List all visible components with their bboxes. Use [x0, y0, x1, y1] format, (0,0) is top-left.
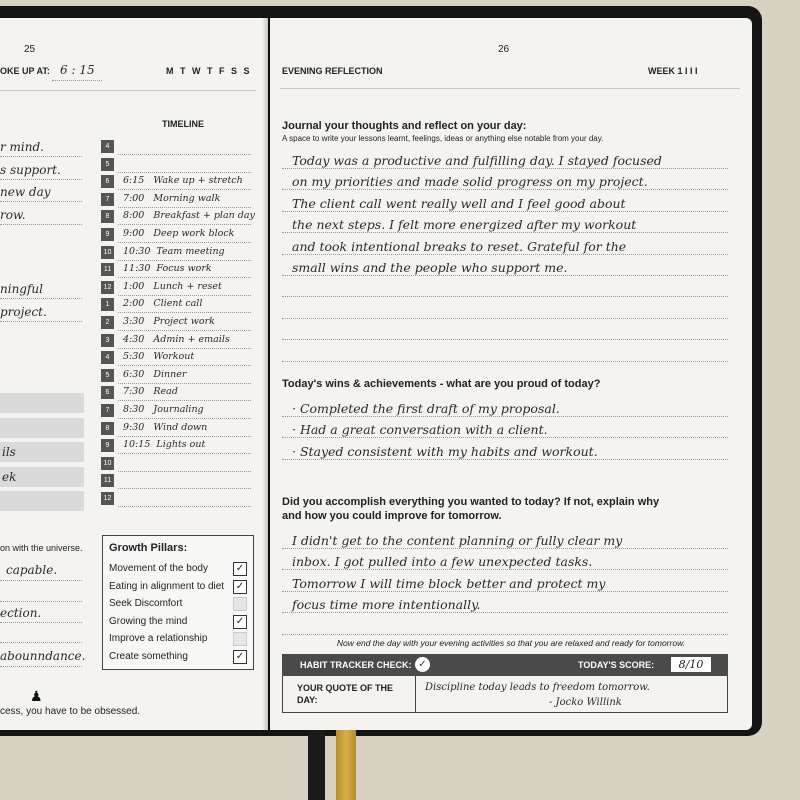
- timeline-entry: 10:30 Team meeting: [123, 245, 225, 257]
- quote-text[interactable]: Discipline today leads to freedom tomorrow.: [425, 682, 650, 693]
- journal-line: and took intentional breaks to reset. Grateful for the: [292, 238, 627, 254]
- growth-pillar-label: Movement of the body: [109, 563, 208, 574]
- timeline-row[interactable]: [101, 492, 251, 507]
- ribbon-black: [308, 726, 325, 800]
- timeline-entry: 9:00 Deep work block: [123, 228, 235, 239]
- accomplish-line: Tomorrow I will time block better and protect my: [292, 575, 606, 591]
- timeline-hour: 8: [101, 422, 114, 435]
- journal-line: on my priorities and made solid progress on my project.: [292, 174, 648, 190]
- timeline-entry: 7:30 Read: [123, 386, 178, 398]
- timeline-row[interactable]: [101, 158, 251, 173]
- timeline-hour: 4: [101, 351, 114, 364]
- timeline-row[interactable]: [101, 422, 251, 437]
- habit-tracker-check-icon[interactable]: ✓: [415, 657, 430, 672]
- shaded-box-2: [0, 418, 84, 438]
- timeline-row[interactable]: [101, 439, 251, 454]
- fragment-2: s support.: [0, 163, 61, 177]
- journal-line: The client call went really well and I feel good about: [292, 195, 626, 211]
- growth-pillar-checkbox[interactable]: ✓: [233, 615, 247, 629]
- timeline-hour: 10: [101, 246, 114, 259]
- wins-heading: Today's wins & achievements - what are you proud of today?: [282, 378, 601, 390]
- timeline-title: TIMELINE: [162, 119, 204, 129]
- timeline-entry: 3:30 Project work: [123, 316, 215, 327]
- growth-pillar-item[interactable]: [109, 597, 247, 611]
- timeline-entry: 2:00 Client call: [123, 298, 203, 310]
- journal-heading: Journal your thoughts and reflect on your day:: [282, 120, 527, 132]
- win-line: · Had a great conversation with a client.: [292, 422, 548, 438]
- win-line: · Stayed consistent with my habits and workout.: [292, 443, 598, 459]
- shaded-box-5: [0, 491, 84, 511]
- timeline-row[interactable]: [101, 140, 251, 155]
- timeline-row[interactable]: [101, 316, 251, 331]
- growth-pillars-title: Growth Pillars:: [109, 542, 188, 554]
- growth-pillar-label: Improve a relationship: [109, 633, 208, 644]
- growth-pillar-checkbox[interactable]: [233, 632, 247, 646]
- timeline-hour: 7: [101, 193, 114, 206]
- right-page-number: 26: [498, 44, 510, 55]
- growth-pillar-item[interactable]: [109, 615, 247, 629]
- timeline-hour: 10: [101, 457, 114, 470]
- timeline-row[interactable]: [101, 457, 251, 472]
- timeline-row[interactable]: [101, 193, 251, 208]
- timeline-row[interactable]: [101, 281, 251, 296]
- timeline-hour: 7: [101, 404, 114, 417]
- timeline-hour: 12: [101, 281, 114, 294]
- timeline-entry: 10:15 Lights out: [123, 439, 206, 451]
- score-value[interactable]: 8/10: [671, 657, 711, 672]
- growth-pillar-item[interactable]: [109, 650, 247, 664]
- lower-fragment-3: abounndance.: [0, 649, 86, 663]
- growth-pillar-label: Growing the mind: [109, 615, 188, 627]
- left-page: [0, 18, 268, 730]
- timeline-entry: 6:15 Wake up + stretch: [123, 175, 243, 187]
- timeline-hour: 8: [101, 210, 114, 223]
- fragment-5: ningful: [0, 282, 43, 296]
- shaded-box-1: [0, 393, 84, 413]
- evening-reflection-title: EVENING REFLECTION: [282, 66, 383, 76]
- timeline-row[interactable]: [101, 228, 251, 243]
- timeline-hour: 11: [101, 474, 114, 487]
- timeline-hour: 9: [101, 228, 114, 241]
- growth-pillar-label: Create something: [109, 650, 188, 662]
- timeline-hour: 5: [101, 158, 114, 171]
- timeline-hour: 3: [101, 334, 114, 347]
- woke-up-label: OKE UP AT:: [0, 66, 50, 76]
- timeline-row[interactable]: [101, 175, 251, 190]
- timeline-row[interactable]: [101, 351, 251, 366]
- shaded-box-3: [0, 442, 84, 462]
- week-label: WEEK 1 I I I: [648, 66, 698, 76]
- growth-pillar-checkbox[interactable]: ✓: [233, 580, 247, 594]
- growth-pillar-label: Eating in alignment to diet: [109, 580, 225, 592]
- quote-author: - Jocko Willink: [549, 697, 622, 708]
- timeline-hour: 5: [101, 369, 114, 382]
- timeline-hour: 6: [101, 175, 114, 188]
- habit-tracker-bar: [282, 654, 728, 676]
- fragment-1: r mind.: [0, 140, 44, 154]
- habit-tracker-label: HABIT TRACKER CHECK:: [300, 660, 412, 670]
- chess-pawn-icon: ♟: [30, 688, 43, 704]
- win-line: · Completed the first draft of my proposal.: [292, 401, 560, 416]
- growth-pillar-checkbox[interactable]: [233, 597, 247, 611]
- timeline-row[interactable]: [101, 404, 251, 419]
- timeline-hour: 2: [101, 316, 114, 329]
- score-label: TODAY'S SCORE:: [578, 660, 655, 670]
- timeline-hour: 1: [101, 298, 114, 311]
- footer-quote: cess, you have to be obsessed.: [0, 706, 141, 717]
- timeline-hour: 11: [101, 263, 114, 276]
- accomplish-line: inbox. I got pulled into a few unexpected tasks.: [292, 554, 593, 570]
- timeline-hour: 9: [101, 439, 114, 452]
- growth-pillar-item[interactable]: [109, 562, 247, 576]
- timeline-row[interactable]: [101, 210, 255, 225]
- universe-text: on with the universe.: [0, 543, 83, 553]
- timeline-row[interactable]: [101, 246, 251, 261]
- growth-pillar-item[interactable]: [109, 580, 247, 594]
- weekday-selector[interactable]: M T W T F S S: [166, 66, 252, 76]
- fragment-7: ils: [2, 445, 16, 459]
- accomplish-heading-1: Did you accomplish everything you wanted to today? If not, explain why: [282, 496, 660, 508]
- journal-line: the next steps. I felt more energized after my workout: [292, 217, 637, 233]
- timeline-row[interactable]: [101, 334, 251, 349]
- journal-subheading: A space to write your lessons learnt, feelings, ideas or anything else notable from your day.: [282, 134, 604, 143]
- timeline-hour: 6: [101, 386, 114, 399]
- ribbon-gold: [336, 726, 356, 800]
- quote-box: [282, 676, 728, 713]
- growth-pillars-box: [102, 535, 254, 670]
- timeline-entry: 6:30 Dinner: [123, 368, 187, 380]
- growth-pillar-checkbox[interactable]: ✓: [233, 650, 247, 664]
- quote-label: YOUR QUOTE OF THE DAY:: [297, 683, 394, 705]
- timeline-row[interactable]: [101, 474, 251, 489]
- closing-note: Now end the day with your evening activities so that you are relaxed and ready for tomorrow.: [336, 638, 686, 648]
- timeline-row[interactable]: [101, 386, 251, 401]
- fragment-4: row.: [0, 208, 26, 222]
- fragment-8: ek: [2, 470, 17, 484]
- timeline-entry: 5:30 Workout: [123, 351, 195, 363]
- fragment-6: project.: [0, 305, 47, 319]
- right-page: [270, 18, 752, 730]
- timeline-entry: 7:00 Morning walk: [123, 192, 221, 204]
- journal-line: small wins and the people who support me.: [292, 260, 568, 275]
- journal-line: Today was a productive and fulfilling day. I stayed focused: [292, 153, 662, 168]
- growth-pillar-checkbox[interactable]: ✓: [233, 562, 247, 576]
- timeline-entry: 8:30 Journaling: [123, 404, 204, 415]
- left-page-number: 25: [24, 44, 36, 55]
- fragment-3: new day: [0, 185, 51, 199]
- timeline-entry: 9:30 Wind down: [123, 421, 208, 433]
- growth-pillar-item[interactable]: [109, 632, 247, 646]
- timeline-entry: 8:00 Breakfast + plan day: [123, 210, 255, 222]
- growth-pillar-label: Seek Discomfort: [109, 598, 183, 609]
- timeline-row[interactable]: [101, 298, 251, 313]
- timeline-entry: 11:30 Focus work: [123, 263, 212, 275]
- timeline-entry: 4:30 Admin + emails: [123, 333, 230, 345]
- lower-fragment-1: capable.: [6, 563, 58, 577]
- accomplish-heading-2: and how you could improve for tomorrow.: [282, 510, 502, 522]
- timeline-row[interactable]: [101, 263, 251, 278]
- timeline-entry: 1:00 Lunch + reset: [123, 280, 222, 292]
- accomplish-line: focus time more intentionally.: [292, 597, 481, 613]
- woke-up-time: 6 : 15: [60, 63, 95, 77]
- lower-fragment-2: ection.: [0, 606, 42, 620]
- accomplish-line: I didn't get to the content planning or fully clear my: [292, 533, 623, 548]
- shaded-box-4: [0, 467, 84, 487]
- timeline-hour: 12: [101, 492, 114, 505]
- timeline-row[interactable]: [101, 369, 251, 384]
- timeline-hour: 4: [101, 140, 114, 153]
